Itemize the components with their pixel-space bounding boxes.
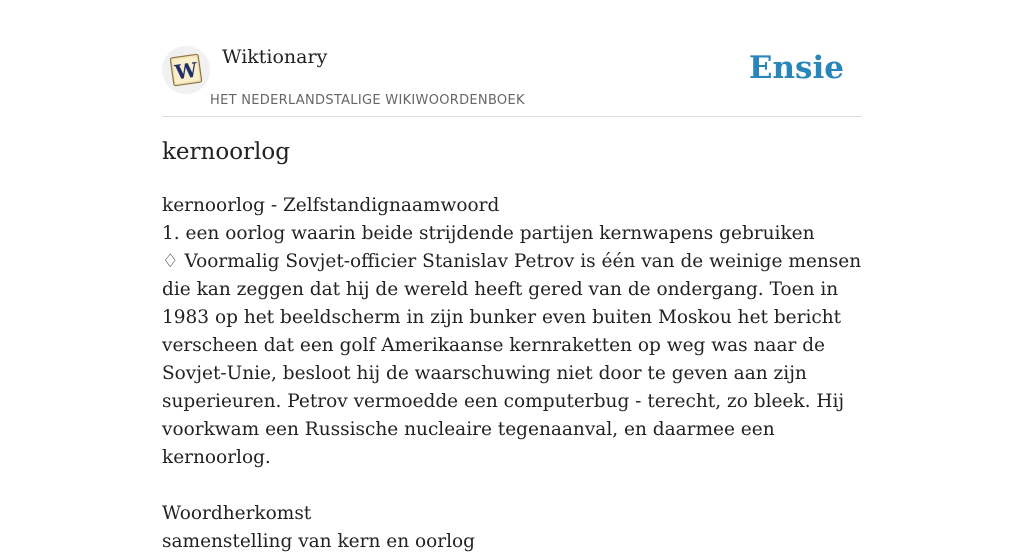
ensie-brand-link[interactable]: Ensie <box>748 50 844 86</box>
entry-content <box>162 192 862 556</box>
site-header <box>162 40 862 117</box>
definition: 1. een oorlog waarin beide strijdende partijen kernwapens gebruiken <box>162 223 815 244</box>
headword-line: kernoorlog - Zelfstandignaamwoord <box>162 195 500 216</box>
section-spacer <box>162 472 862 500</box>
wiktionary-logo-icon <box>166 50 206 90</box>
site-name[interactable]: Wiktionary <box>222 46 328 68</box>
page-title: kernoorlog <box>162 139 290 165</box>
site-tagline: HET NEDERLANDSTALIGE WIKIWOORDENBOEK <box>210 93 525 108</box>
wiktionary-logo[interactable] <box>162 46 210 94</box>
usage-example: ♢ Voormalig Sovjet-officier Stanislav Petrov is één van de weinige mensen die kan zeggen dat hij de wereld heeft gered van de ondergang. Toen in 1983 op het beeldscherm in zijn bunker even buiten Moskou het bericht verscheen dat een golf Amerikaanse kernraketten op weg was naar de Sovjet-Unie, besloot hij de waarschuwing niet door te geven aan zijn superieuren. Petrov vermoedde een computerbug - terecht, zo bleek. Hij voorkwam een Russische nucleaire tegenaanval, en daarmee een kernoorlog. <box>162 251 862 468</box>
etymology-heading: Woordherkomst <box>162 503 312 524</box>
svg-text:W: W <box>173 57 199 85</box>
etymology-text: samenstelling van kern en oorlog <box>162 531 476 552</box>
